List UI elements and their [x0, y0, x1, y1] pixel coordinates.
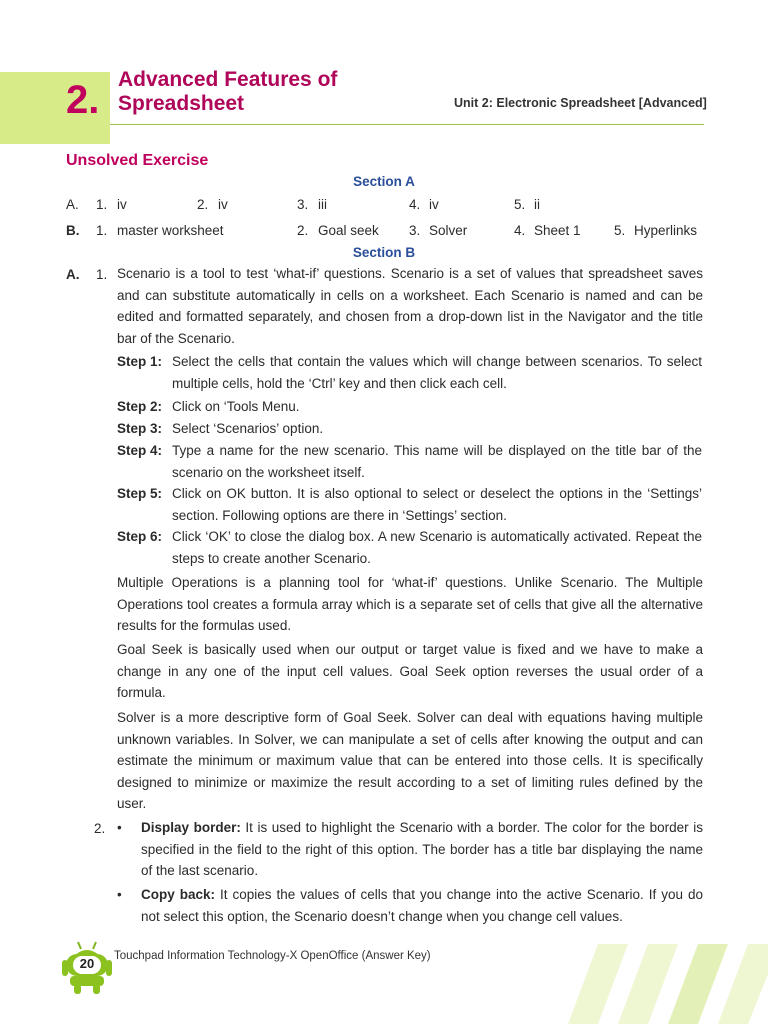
bullet-copy-back-text — [141, 884, 703, 927]
step-4-text: Type a name for the new scenario. This name will be displayed on the title bar of the scenario on the worksheet itself. — [172, 443, 702, 480]
row-b-label: B. — [66, 223, 80, 238]
question-1-answer: Scenario is a tool to test ‘what-if’ questions. Scenario is a set of values that spreadsheet saves and can substitute automatically in cells on a worksheet. Each Scenario is named and can be edited and formatted separately, and chosen from a drop-down list in the Navigator and the title bar of the Scenario. — [117, 266, 703, 346]
step-2-text: Click on ‘Tools Menu. — [172, 399, 300, 414]
section-b-label: A. — [66, 267, 80, 282]
step-6-label: Step 6: — [117, 529, 163, 544]
step-5-label: Step 5: — [117, 486, 163, 501]
bullet-display-border — [117, 817, 703, 882]
row-b-num3: 3. — [409, 223, 421, 238]
bullet-dot-icon: • — [117, 887, 122, 902]
step-3 — [117, 418, 703, 440]
step-4 — [117, 440, 703, 483]
step-1 — [117, 351, 703, 394]
row-b-ans1: master worksheet — [117, 223, 224, 238]
step-6 — [117, 526, 703, 569]
row-a-ans2: iv — [218, 197, 228, 212]
row-a-ans3: iii — [318, 197, 327, 212]
header-rule — [110, 124, 704, 125]
solver-paragraph: Solver is a more descriptive form of Goal Seek. Solver can deal with equations having multiple unknown variables. In Solver, we can manipulate a set of cells after knowing the output and can estimate the minimum or maximum value that can be entered into those cells. It is specifically designed to minimize or maximize the result according to a set of limiting rules defined by the user. — [117, 710, 703, 811]
step-1-text: Select the cells that contain the values which will change between scenarios. To select multiple cells, hold the ‘Ctrl’ key and then click each cell. — [172, 354, 702, 391]
question-2-number: 2. — [94, 821, 106, 836]
row-b-ans5: Hyperlinks — [634, 223, 698, 238]
goal-seek-paragraph: Goal Seek is basically used when our output or target value is fixed and we have to make a change in any one of the input cell values. Goal Seek option reverses the usual order of a formula. — [117, 642, 703, 700]
row-b-ans3: Solver — [429, 223, 468, 238]
row-b-ans4: Sheet 1 — [534, 223, 581, 238]
row-a-ans5: ii — [534, 197, 540, 212]
unit-label: Unit 2: Electronic Spreadsheet [Advanced] — [454, 96, 707, 110]
step-3-label: Step 3: — [117, 421, 163, 436]
bullet-dot-icon: • — [117, 820, 122, 835]
bullet-copy-back — [117, 884, 703, 927]
bullet-display-border-text — [141, 817, 703, 882]
row-b-ans2: Goal seek — [318, 223, 379, 238]
section-a-title: Section A — [353, 174, 415, 189]
chapter-title-line1: Advanced Features of — [118, 68, 338, 91]
step-5-text: Click on OK button. It is also optional to select or deselect the options in the ‘Settings’ section. Following options are there in ‘Settings’ section. — [172, 486, 702, 523]
bullet-display-border-label: Display border: — [141, 820, 241, 835]
chapter-title — [118, 68, 337, 116]
row-a-num5: 5. — [514, 197, 526, 212]
row-a-label: A. — [66, 197, 79, 212]
chapter-title-line2: Spreadsheet — [118, 92, 245, 115]
row-b-num5: 5. — [614, 223, 626, 238]
step-3-text: Select ‘Scenarios’ option. — [172, 421, 324, 436]
bullet-display-border-body: It is used to highlight the Scenario with a border. The color for the border is specified in the field to the right of this option. The border has a title bar displaying the name of the last scenario. — [141, 820, 703, 878]
step-2 — [117, 396, 703, 418]
decorative-stripes — [528, 944, 768, 1024]
row-a-num1: 1. — [96, 197, 108, 212]
exercise-heading: Unsolved Exercise — [66, 152, 209, 169]
step-2-label: Step 2: — [117, 399, 163, 414]
section-b-title: Section B — [352, 245, 416, 260]
row-b-num1: 1. — [96, 223, 108, 238]
footer-text: Touchpad Information Technology-X OpenOffice (Answer Key) — [114, 950, 431, 962]
step-4-label: Step 4: — [117, 443, 163, 458]
question-1-number: 1. — [96, 267, 108, 282]
multiple-operations-paragraph: Multiple Operations is a planning tool for ‘what-if’ questions. Unlike Scenario. The Multiple Operations tool creates a formula array which is a separate set of cells that give all the alternative results for the formulas used. — [117, 575, 703, 633]
chapter-number: 2. — [66, 78, 100, 122]
row-a-num2: 2. — [197, 197, 209, 212]
step-1-label: Step 1: — [117, 354, 163, 369]
page-number: 20 — [79, 956, 95, 971]
row-a-num4: 4. — [409, 197, 421, 212]
step-5 — [117, 483, 703, 526]
bullet-copy-back-body: It copies the values of cells that you change into the active Scenario. If you do not select this option, the Scenario doesn’t change when you change cell values. — [141, 887, 703, 924]
row-a-ans4: iv — [429, 197, 439, 212]
step-6-text: Click ‘OK’ to close the dialog box. A new Scenario is automatically activated. Repeat the steps to create another Scenario. — [172, 529, 702, 566]
row-a-ans1: iv — [117, 197, 127, 212]
row-b-num2: 2. — [297, 223, 309, 238]
row-b-num4: 4. — [514, 223, 526, 238]
bullet-copy-back-label: Copy back: — [141, 887, 215, 902]
row-a-num3: 3. — [297, 197, 309, 212]
